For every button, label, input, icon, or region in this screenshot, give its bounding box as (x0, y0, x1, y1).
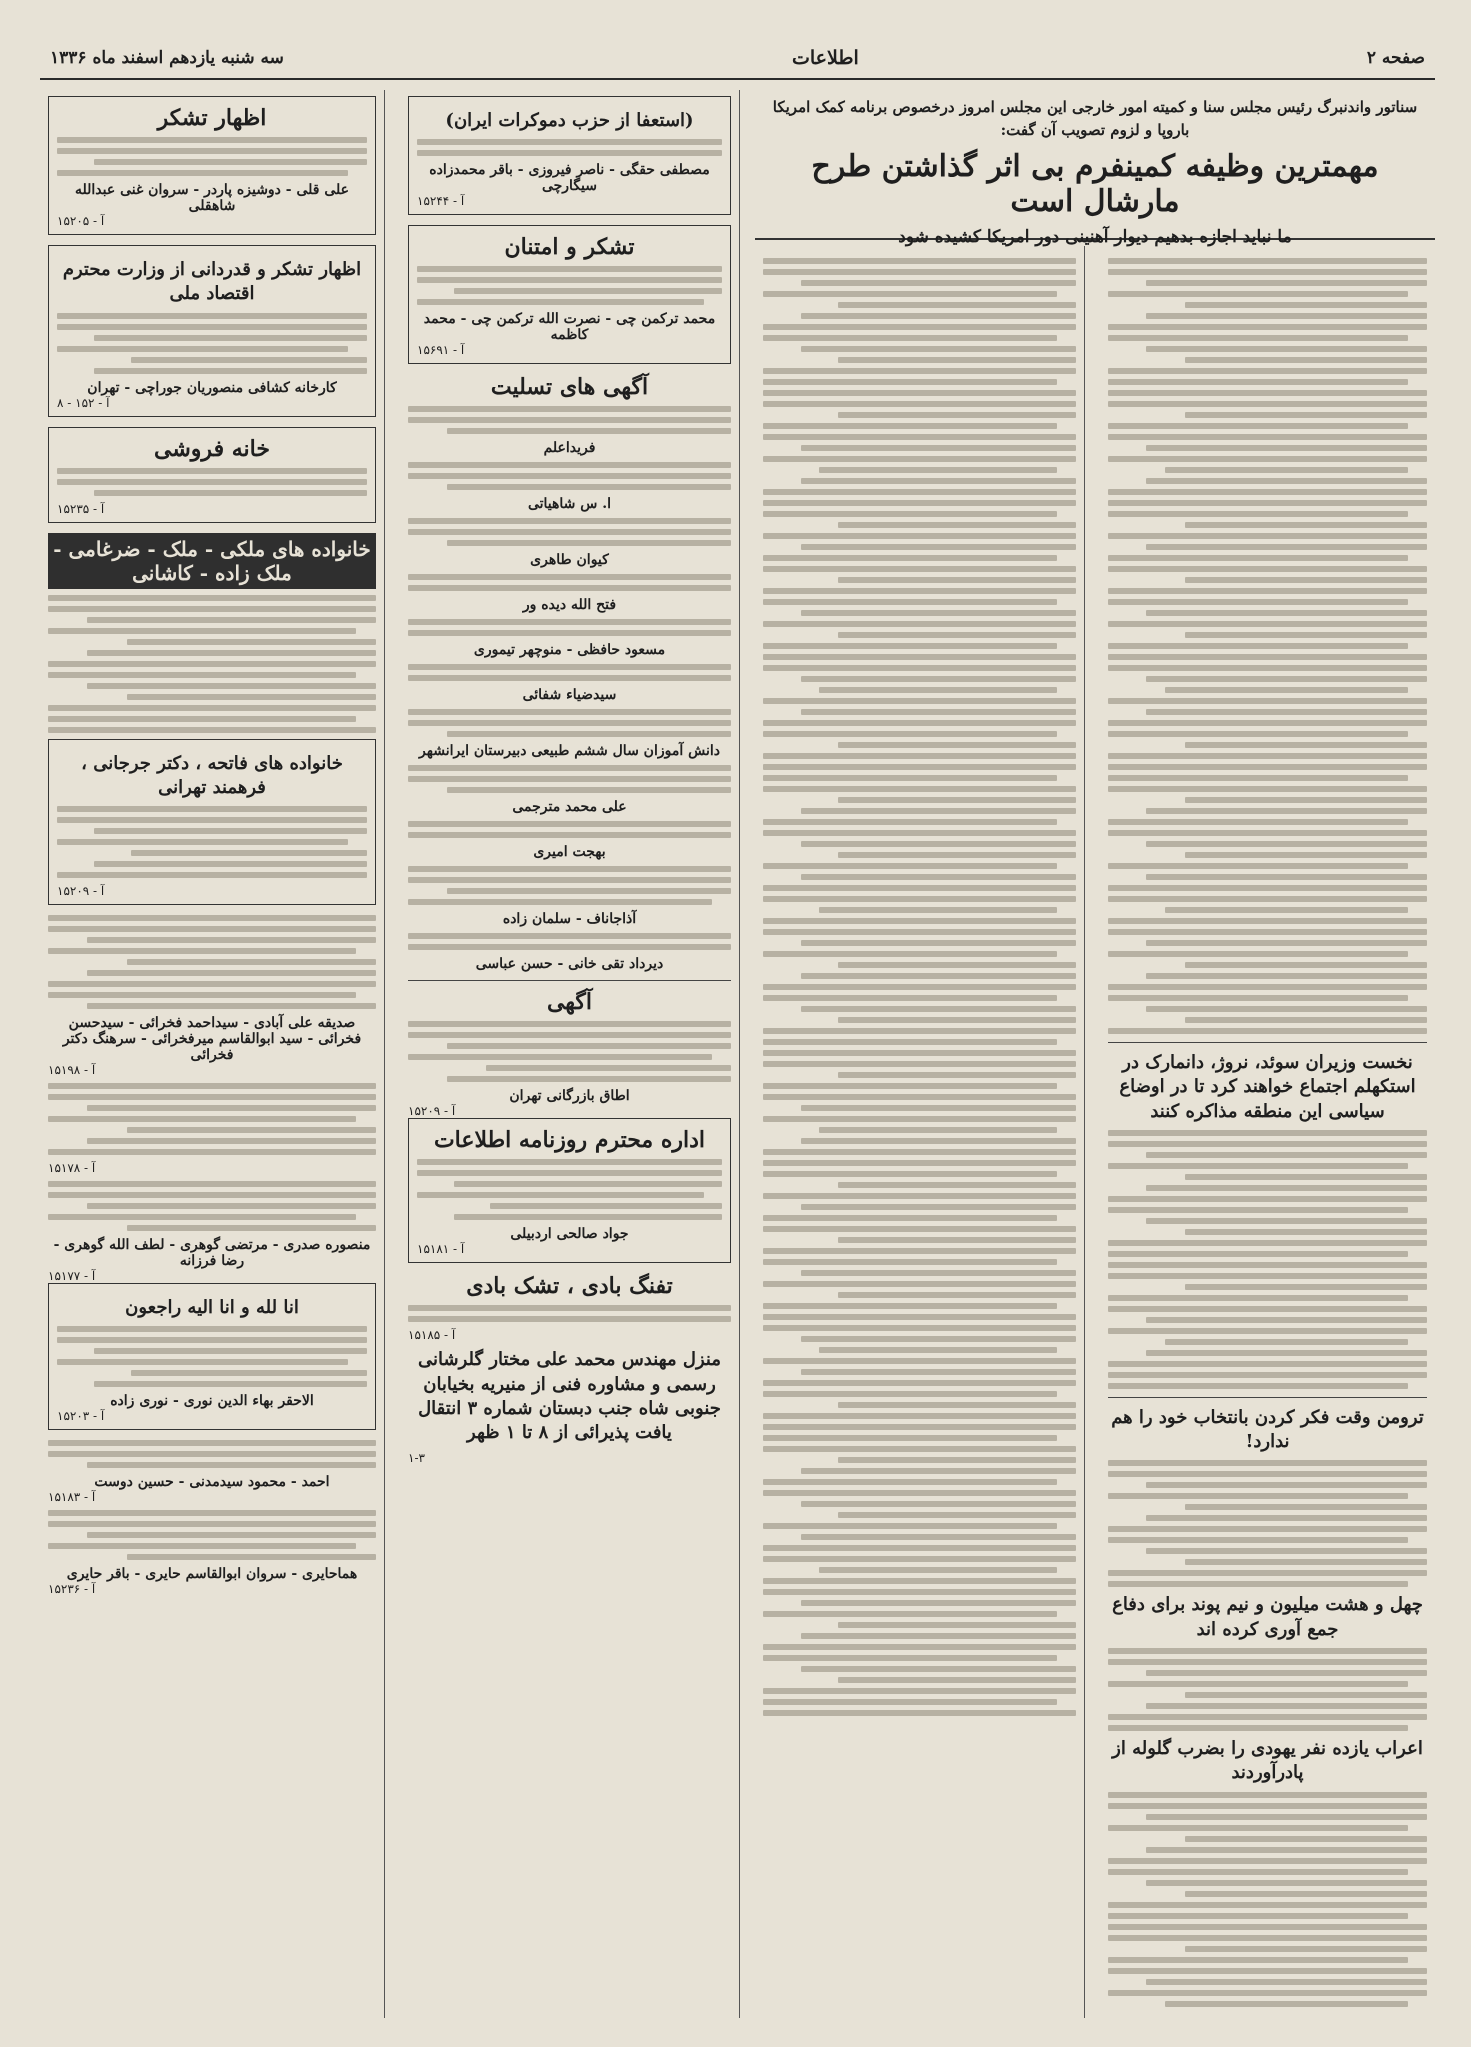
ad-body (408, 765, 731, 793)
ad-body (408, 821, 731, 838)
story-headline-arabs: اعراب یازده نفر یهودی را بضرب گلوله از پادرآوردند (1112, 1738, 1423, 1784)
page-number: صفحه ۲ (1366, 48, 1425, 68)
ad-code: آ - ۱۵۲۳۶ (48, 1582, 96, 1597)
ad-body (48, 1510, 376, 1560)
divider (1108, 1397, 1427, 1398)
ad-body (57, 806, 367, 878)
ad-body (48, 1440, 376, 1468)
ad-body (57, 137, 367, 176)
ad-title: تشکر و امتنان (504, 234, 635, 261)
condolence-signature: ا. س شاهیاتی (527, 496, 612, 513)
ad-code: ۱-۳ (408, 1451, 425, 1466)
ad-body (408, 709, 731, 737)
ad-signature: علی قلی - دوشیزه پاردر - سروان غنی عبدالله شاهقلی (74, 182, 350, 214)
divider (1108, 1042, 1427, 1043)
condolence-signature: مسعود حافظی - منوچهر تیموری (473, 642, 666, 659)
ad-body (408, 866, 731, 905)
ad-code: آ - ۱۵۲۰۹ (57, 884, 105, 899)
issue-date: سه شنبه یازدهم اسفند ماه ۱۳۳۶ (50, 48, 284, 68)
column-ads-left (40, 90, 385, 2018)
story-headline-nordic: نخست وزیران سوئد، نروژ، دانمارک در استکهلم اجتماع خواهند کرد تا در اوضاع سیاسی این منطقه مذاکره کنند (1119, 1052, 1416, 1122)
ad-resignation (408, 96, 731, 215)
ad-signature: محمد ترکمن چی - نصرت الله ترکمن چی - محمد کاظمه (423, 311, 716, 344)
condolence-signature: علی محمد مترجمی (512, 799, 627, 816)
ad-code: آ - ۱۵۲۳۵ (57, 501, 105, 516)
ad-signature: منصوره صدری - مرتضی گوهری - لطف الله گوهری - رضا فرزانه (53, 1237, 371, 1270)
ad-body (408, 619, 731, 636)
ad-body (408, 1021, 731, 1082)
body-text-block (1108, 258, 1427, 1034)
lead-subhead: ما نباید اجازه بدهیم دیوار آهنینی دور امریکا کشیده شود (898, 227, 1292, 247)
ad-body (57, 1326, 367, 1387)
masthead (40, 38, 1435, 80)
ad-thanks-1 (48, 96, 376, 235)
ad-body (57, 468, 367, 496)
ad-title: (استعفا از حزب دموکرات ایران) (445, 110, 694, 131)
ad-code: آ - ۱۵۱۹۸ (48, 1063, 96, 1078)
ad-body (417, 1159, 722, 1220)
ad-title: اظهار تشکر (157, 105, 267, 131)
ad-title: خانه فروشی (154, 435, 270, 462)
ad-body (417, 266, 722, 305)
divider (408, 980, 731, 981)
ad-office (408, 1118, 731, 1263)
lead-headline: مهمترین وظیفه کمینفرم بی اثر گذاشتن طرح مارشال است (811, 149, 1379, 219)
ad-body (408, 406, 731, 434)
column-news (1100, 246, 1435, 2018)
condolence-signature: دیرداد تقی خانی - حسن عباسی (475, 956, 664, 973)
body-text-block (1108, 1460, 1427, 1587)
ad-signature: هماحایری - سروان ابوالقاسم حایری - باقر حایری (66, 1566, 358, 1583)
ad-title: خانواده های فاتحه ، دکتر جرجانی ، فرهمند تهرانی (81, 752, 343, 798)
ad-signature: جواد صالحی اردبیلی (510, 1226, 629, 1243)
ad-title: اظهار تشکر و قدردانی از وزارت محترم اقتصاد ملی (62, 259, 362, 305)
ad-body (417, 139, 722, 156)
ad-code: آ - ۱۵۱۸۵ (408, 1328, 456, 1343)
ad-signature: کارخانه کشافی منصوریان جوراچی - تهران (87, 379, 337, 396)
column-ads-condolences (400, 90, 740, 2018)
ad-code: آ - ۱۵۲۰۳ (57, 1409, 105, 1424)
ad-thanks (408, 225, 731, 364)
ad-code: آ - ۱۵۲۰۵ (57, 214, 105, 228)
notice-signature: اطاق بازرگانی تهران (509, 1088, 630, 1105)
ad-code: آ - ۱۵۱۷۷ (48, 1269, 96, 1284)
body-text-block (763, 258, 1076, 1716)
ad-body (408, 1305, 731, 1322)
ad-thanks-ministry (48, 245, 376, 417)
newspaper-page (40, 38, 1435, 2018)
ad-signature: صدیقه علی آبادی - سیداحمد فخرائی - سیدحسن فخرائی - سید ابوالقاسم میرفخرائی - سرهنگ دکتر فخرائی (62, 1015, 362, 1064)
condolence-signature: فتح الله دیده ور (522, 597, 617, 614)
column-news-continued (755, 246, 1085, 2018)
ad-code: آ - ۱۵۶۹۱ (417, 343, 465, 358)
ad-signature: مصطفی حقگی - ناصر فیروزی - باقر محمدزاده سیگارچی (429, 162, 710, 195)
ad-body (48, 915, 376, 1009)
condolence-signature: سیدضیاء شفائی (522, 687, 617, 704)
ad-body (48, 1083, 376, 1155)
story-headline-truman: ترومن وقت فکر کردن بانتخاب خود را هم ندارد! (1111, 1406, 1424, 1453)
body-text-block (1108, 1792, 1427, 2007)
lead-story-banner (755, 90, 1435, 247)
ad-body (408, 462, 731, 490)
family-names-bar: خانواده های ملکی - ملک - ضرغامی - ملک زاده - کاشانی (48, 533, 376, 589)
ad-signature: الاحقر بهاء الدین نوری - نوری زاده (110, 1393, 314, 1410)
ad-relocation: منزل مهندس محمد علی مختار گلرشانی رسمی و مشاوره فنی از منیریه بخیابان جنوبی شاه جنب دبستان شماره ۳ انتقال یافت پذیرائی از ۸ تا ۱ ظهر (418, 1349, 721, 1444)
ad-title: اداره محترم روزنامه اطلاعات (433, 1127, 706, 1154)
condolence-signature: دانش آموزان سال ششم طبیعی دبیرستان ایرانشهر (419, 743, 720, 760)
condolence-signature: بهجت امیری (533, 844, 606, 861)
paper-name: اطلاعات (791, 47, 859, 69)
ad-air-rifle-title: تفنگ بادی ، تشک بادی (466, 1273, 673, 1300)
notice-title: آگهی (546, 989, 593, 1016)
ad-condolence-verse (48, 1283, 376, 1430)
ad-body (48, 1181, 376, 1231)
ad-body (408, 933, 731, 950)
condolence-section-title: آگهی های تسلیت (490, 374, 649, 401)
ad-code: آ - ۱۵۱۷۸ (48, 1161, 96, 1176)
ad-body (57, 313, 367, 374)
ad-body (408, 518, 731, 546)
ad-signature: احمد - محمود سیدمدنی - حسین دوست (94, 1474, 330, 1491)
body-text-block (1108, 1648, 1427, 1731)
story-headline-defense: چهل و هشت میلیون و نیم پوند برای دفاع جمع آوری کرده اند (1112, 1594, 1423, 1640)
ad-code: آ - ۱۵۱۸۳ (48, 1490, 96, 1505)
ad-body (408, 574, 731, 591)
ad-body (408, 664, 731, 681)
condolence-signature: فریداعلم (543, 440, 596, 457)
condolence-signature: کیوان طاهری (530, 552, 609, 569)
lead-kicker: سناتور واندنبرگ رئیس مجلس سنا و کمیته امور خارجی این مجلس امروز درخصوص برنامه کمک امریکا باروپا و لزوم تصویب آن گفت: (772, 98, 1418, 139)
condolence-signature: آذاجاناف - سلمان زاده (502, 911, 637, 928)
ad-code: آ - ۱۵۲ - ۸ (57, 395, 110, 410)
ad-body (48, 595, 376, 733)
ad-code: آ - ۱۵۲۰۹ (408, 1104, 456, 1119)
ad-fatiha (48, 739, 376, 906)
ad-title: انا لله و انا الیه راجعون (125, 1297, 299, 1319)
ad-code: آ - ۱۵۲۴۴ (417, 194, 465, 209)
ad-code: آ - ۱۵۱۸۱ (417, 1242, 465, 1257)
ad-house-sale (48, 427, 376, 523)
body-text-block (1108, 1130, 1427, 1389)
